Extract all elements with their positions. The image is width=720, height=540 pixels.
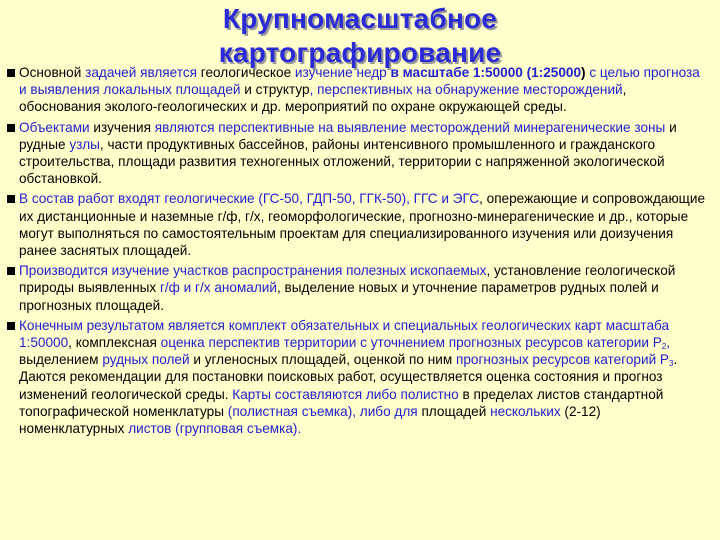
text-segment: оценка перспектив территории с уточнением прогнозных ресурсов категории Р <box>160 335 662 351</box>
text-segment: . Даются рекомендации для постановки поисковых работ, осуществляется оценка состояния и прогноз изменений геологической среды. <box>19 352 678 402</box>
bullet-list <box>6 64 706 440</box>
text-segment: и угленосных площадей, оценкой по ним <box>189 352 456 368</box>
square-bullet-icon <box>7 267 15 275</box>
bullet-result <box>6 317 706 437</box>
text-segment: прогнозных ресурсов категорий Р <box>455 352 670 368</box>
text-segment: площадей <box>417 403 491 419</box>
text-segment: , перспективных на обнаружение месторождений <box>309 82 623 98</box>
text-segment: геологическое <box>197 65 295 80</box>
text-segment: В состав работ входят геологические (ГС-50, ГДП-50, ГГК-50), ГГС и ЭГС <box>19 191 480 207</box>
slide-title <box>90 2 630 70</box>
text-segment: , установление геологической природы выявленных <box>19 263 676 296</box>
square-bullet-icon <box>7 322 15 330</box>
text-segment: нескольких <box>490 403 561 419</box>
text-segment: (полистная съемка), либо для <box>227 403 418 419</box>
text-segment: Объектами <box>19 119 90 135</box>
bullet-main-task <box>6 64 706 116</box>
text-segment: Конечным результатом является комплект обязательных и специальных геологических карт масштаба 1:50000 <box>19 317 670 351</box>
text-segment: узлы <box>69 136 100 152</box>
text-segment: и рудные <box>19 119 677 152</box>
text-segment: и структур <box>240 82 310 98</box>
text-segment: являются перспективные на выявление месторождений минерагенические зоны <box>154 119 666 135</box>
text-segment: Производится изучение участков распространения полезных ископаемых <box>19 263 487 279</box>
square-bullet-icon <box>7 124 15 132</box>
text-segment: рудных полей <box>102 352 190 368</box>
text-segment: г/ф и г/х аномалий <box>159 280 277 296</box>
text-segment: изучения <box>89 119 155 135</box>
text-segment: , комплексная <box>68 335 161 351</box>
text-segment: , части продуктивных бассейнов, районы интенсивного промышленного и гражданского строительства, площади развития техногенных отложений, территории с напряженной экологической обстановкой. <box>19 136 665 187</box>
text-segment: выделением <box>19 352 103 368</box>
text-segment: ) <box>581 65 586 80</box>
text-segment: Основной <box>19 65 86 80</box>
text-segment: , выделение новых и уточнение параметров рудных полей и прогнозных площадей. <box>19 280 659 313</box>
square-bullet-icon <box>7 195 15 203</box>
text-segment: в масштабе 1:50000 (1:25000 <box>386 65 582 80</box>
text-segment: 3 <box>669 359 674 369</box>
text-segment: , опережающие и сопровождающие их дистанционные и наземные г/ф, г/х, геоморфологические, прогнозно-минерагенические и др., которые могут выполняться по самостоятельным проектам для специализированного изучения или доизучения ранее заснятых площадей. <box>19 191 706 259</box>
bullet-objects <box>6 119 706 188</box>
text-segment: , обоснования эколого-геологических и др. мероприятий по охране окружающей среды. <box>19 82 627 115</box>
text-segment: , <box>666 335 671 351</box>
text-segment: в пределах листов стандартной топографической номенклатуры <box>19 386 664 419</box>
square-bullet-icon <box>7 69 15 77</box>
bullet-composition <box>6 190 706 259</box>
text-segment: листов (групповая съемка). <box>128 421 302 437</box>
text-segment: задачей является <box>85 65 198 80</box>
text-segment: изучение недр <box>294 65 387 80</box>
text-segment: 2 <box>661 342 667 352</box>
bullet-study <box>6 262 706 314</box>
text-segment: с целью прогноза и выявления локальных площадей <box>19 65 700 98</box>
text-segment: (2-12) номенклатурных <box>19 403 601 437</box>
title-line-2: картографирование <box>218 37 502 68</box>
title-line-1: Крупномасштабное <box>222 3 498 34</box>
text-segment: Карты составляются либо полистно <box>232 386 459 402</box>
